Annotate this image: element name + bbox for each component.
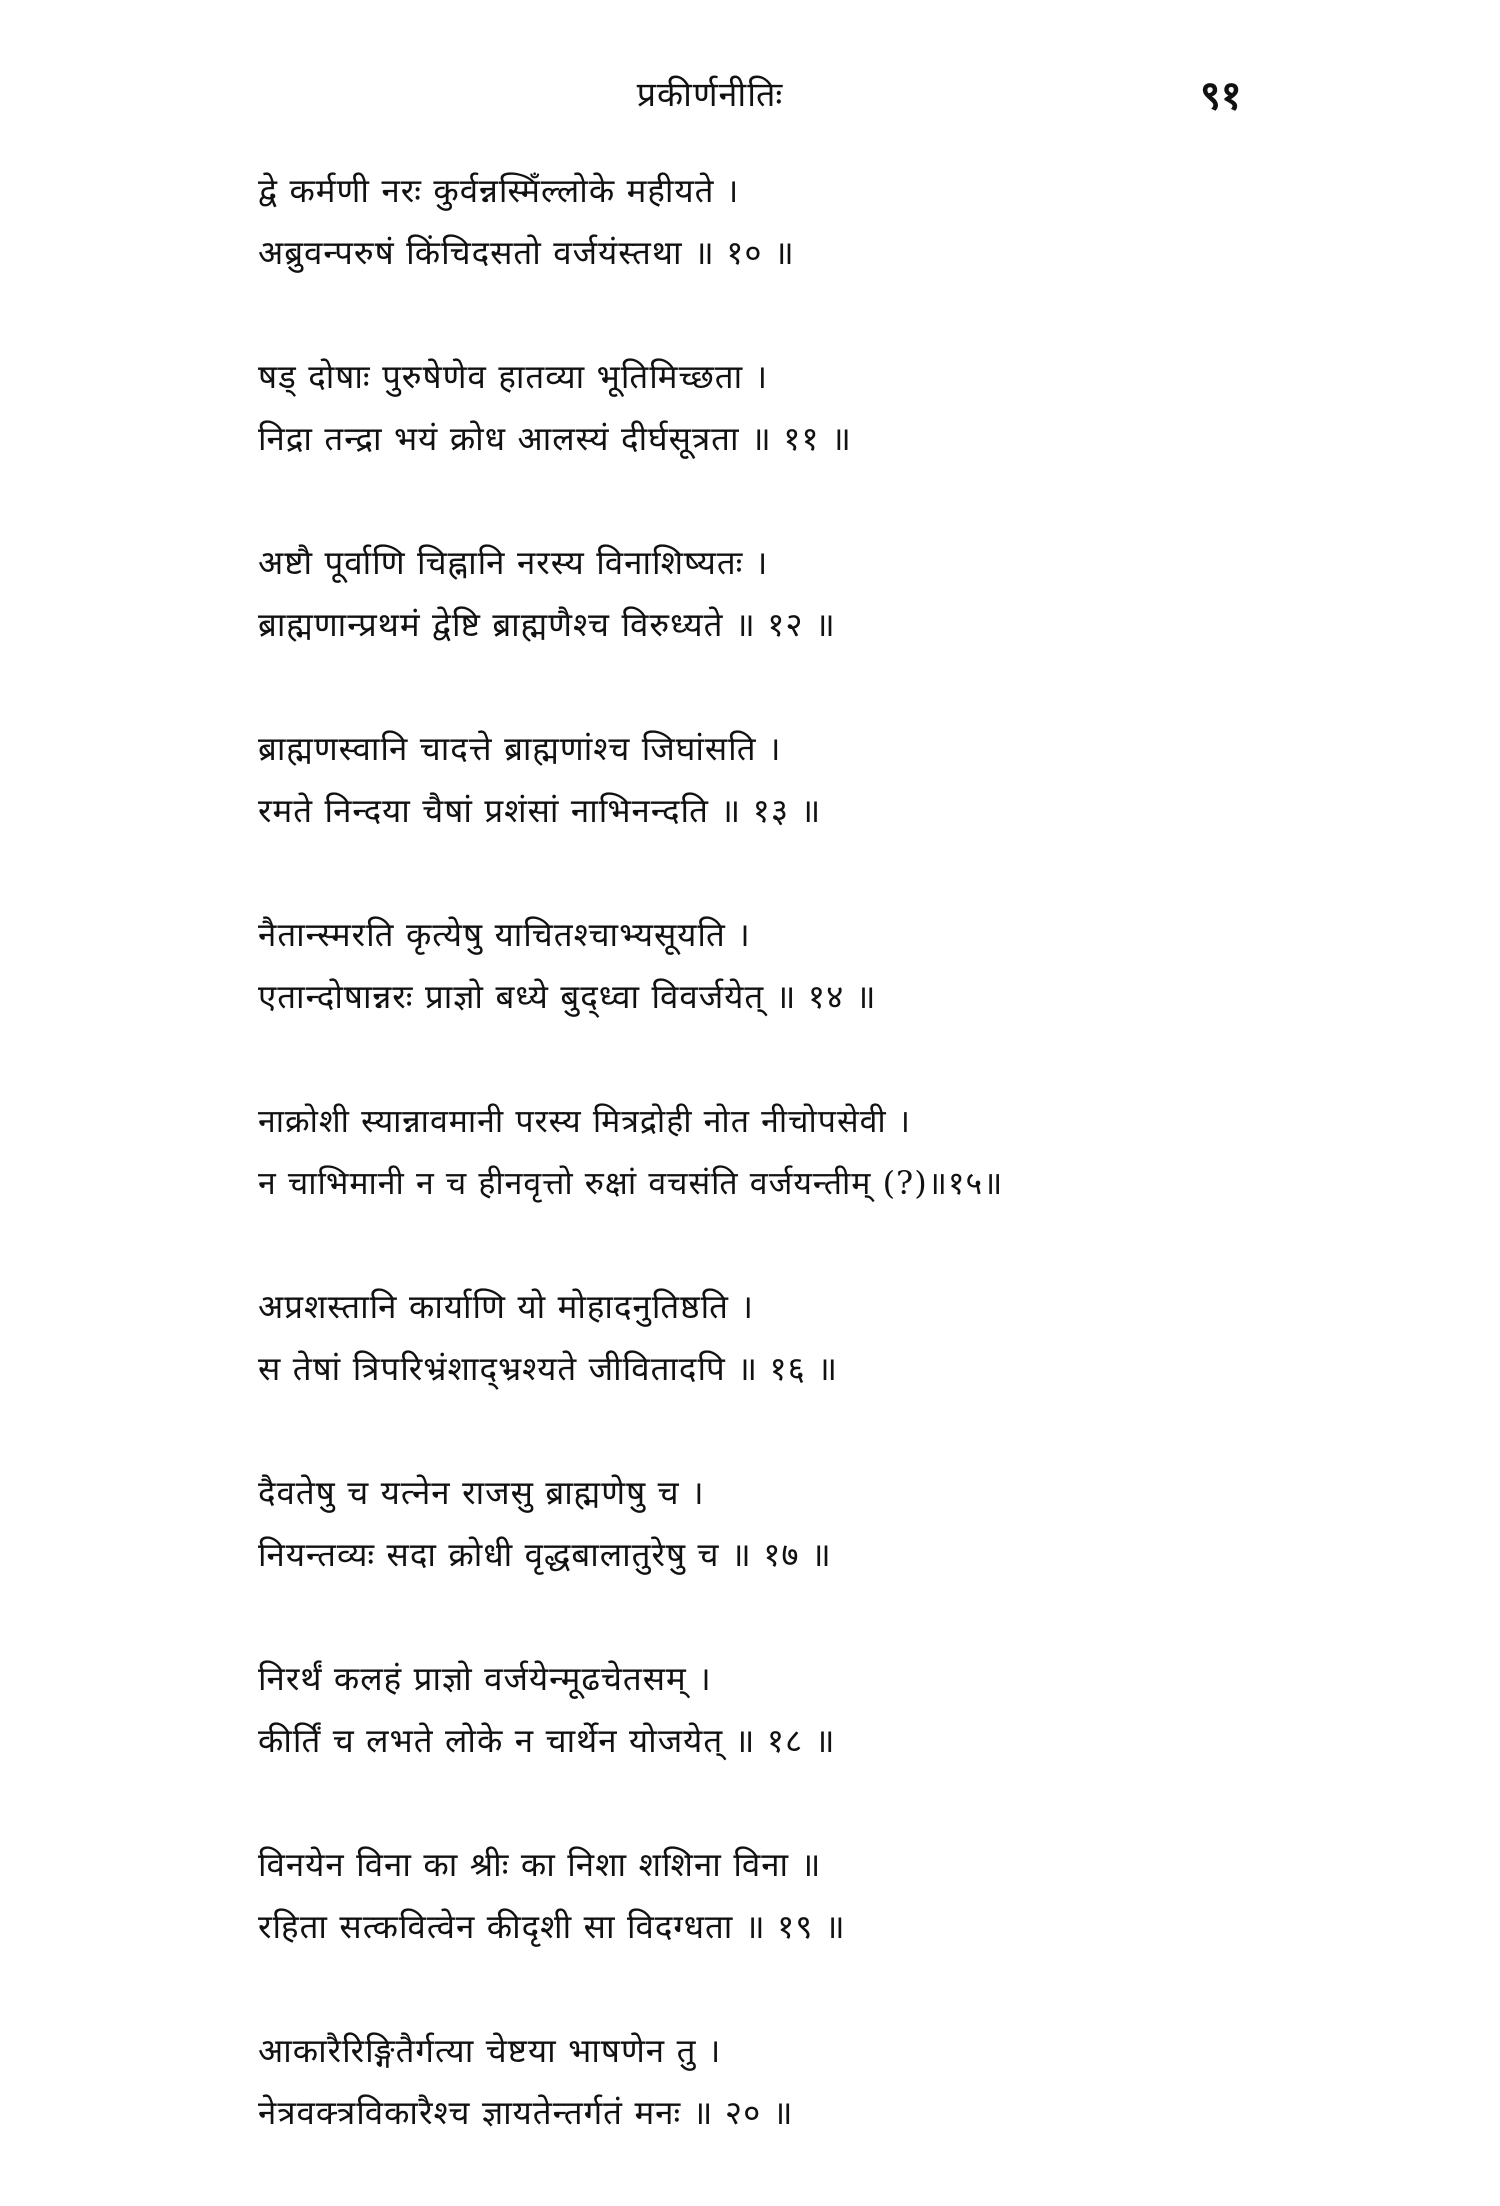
verse-line: नेत्रवक्त्रविकारैश्च ज्ञायतेन्तर्गतं मनः ॥ २० ॥: [258, 2093, 794, 2132]
verse-12: [258, 532, 1298, 656]
verse-line: नियन्तव्यः सदा क्रोधी वृद्धबालातुरेषु च ॥ १७ ॥: [258, 1535, 832, 1574]
running-head: [0, 70, 1500, 130]
verse-14: [258, 904, 1298, 1028]
verse-18: [258, 1648, 1298, 1772]
verse-line: नैतान्स्मरति कृत्येषु याचितश्चाभ्यसूयति ।: [258, 915, 751, 954]
verse-16: [258, 1276, 1298, 1400]
verse-line: अब्रुवन्परुषं किंचिदसतो वर्जयंस्तथा ॥ १० ॥: [258, 233, 795, 272]
verse-17: [258, 1462, 1298, 1586]
verse-line: नाक्रोशी स्यान्नावमानी परस्य मित्रद्रोही नोत नीचोपसेवी ।: [258, 1102, 911, 1140]
verse-list: [258, 160, 1298, 2206]
verse-19: [258, 1834, 1298, 1958]
verse-line: निरर्थं कलहं प्राज्ञो वर्जयेन्मूढचेतसम् ।: [258, 1659, 712, 1698]
verse-10: [258, 160, 1298, 284]
verse-line: अष्टौ पूर्वाणि चिह्नानि नरस्य विनाशिष्यतः ।: [258, 543, 769, 582]
verse-20: [258, 2020, 1298, 2144]
verse-line: न चाभिमानी न च हीनवृत्तो रुक्षां वचसंति वर्जयन्तीम् (?)॥१५॥: [258, 1164, 1004, 1202]
page-number: ९१: [1200, 72, 1242, 119]
verse-line: अप्रशस्तानि कार्याणि यो मोहादनुतिष्ठति ।: [258, 1287, 754, 1326]
verse-line: द्वे कर्मणी नरः कुर्वन्नस्मिँल्लोके महीयते ।: [258, 171, 740, 210]
verse-line: स तेषां त्रिपरिभ्रंशाद्भ्रश्यते जीवितादपि ॥ १६ ॥: [258, 1349, 839, 1388]
verse-line: रमते निन्दया चैषां प्रशंसां नाभिनन्दति ॥ १३ ॥: [258, 791, 822, 830]
verse-line: ब्राह्मणान्प्रथमं द्वेष्टि ब्राह्मणैश्च विरुध्यते ॥ १२ ॥: [258, 605, 836, 644]
verse-15: [258, 1090, 1298, 1214]
verse-line: ब्राह्मणस्वानि चादत्ते ब्राह्मणांश्च जिघांसति ।: [258, 729, 782, 768]
verse-line: निद्रा तन्द्रा भयं क्रोध आलस्यं दीर्घसूत्रता ॥ ११ ॥: [258, 419, 852, 458]
verse-line: षड् दोषाः पुरुषेणेव हातव्या भूतिमिच्छता ।: [258, 357, 769, 396]
verse-13: [258, 718, 1298, 842]
verse-line: कीर्तिं च लभते लोके न चार्थेन योजयेत् ॥ १८ ॥: [258, 1721, 836, 1760]
verse-line: विनयेन विना का श्रीः का निशा शशिना विना ॥: [258, 1845, 822, 1884]
verse-line: एतान्दोषान्नरः प्राज्ञो बध्ये बुद्ध्वा विवर्जयेत् ॥ १४ ॥: [258, 977, 877, 1016]
verse-line: रहिता सत्कवित्वेन कीदृशी सा विदग्धता ॥ १९ ॥: [258, 1907, 846, 1946]
verse-11: [258, 346, 1298, 470]
verse-line: दैवतेषु च यत्नेन राजसु ब्राह्मणेषु च ।: [258, 1473, 705, 1512]
running-title: प्रकीर्णनीतिः: [636, 75, 784, 115]
verse-line: आकारैरिङ्गितैर्गत्या चेष्टया भाषणेन तु ।: [258, 2031, 722, 2070]
